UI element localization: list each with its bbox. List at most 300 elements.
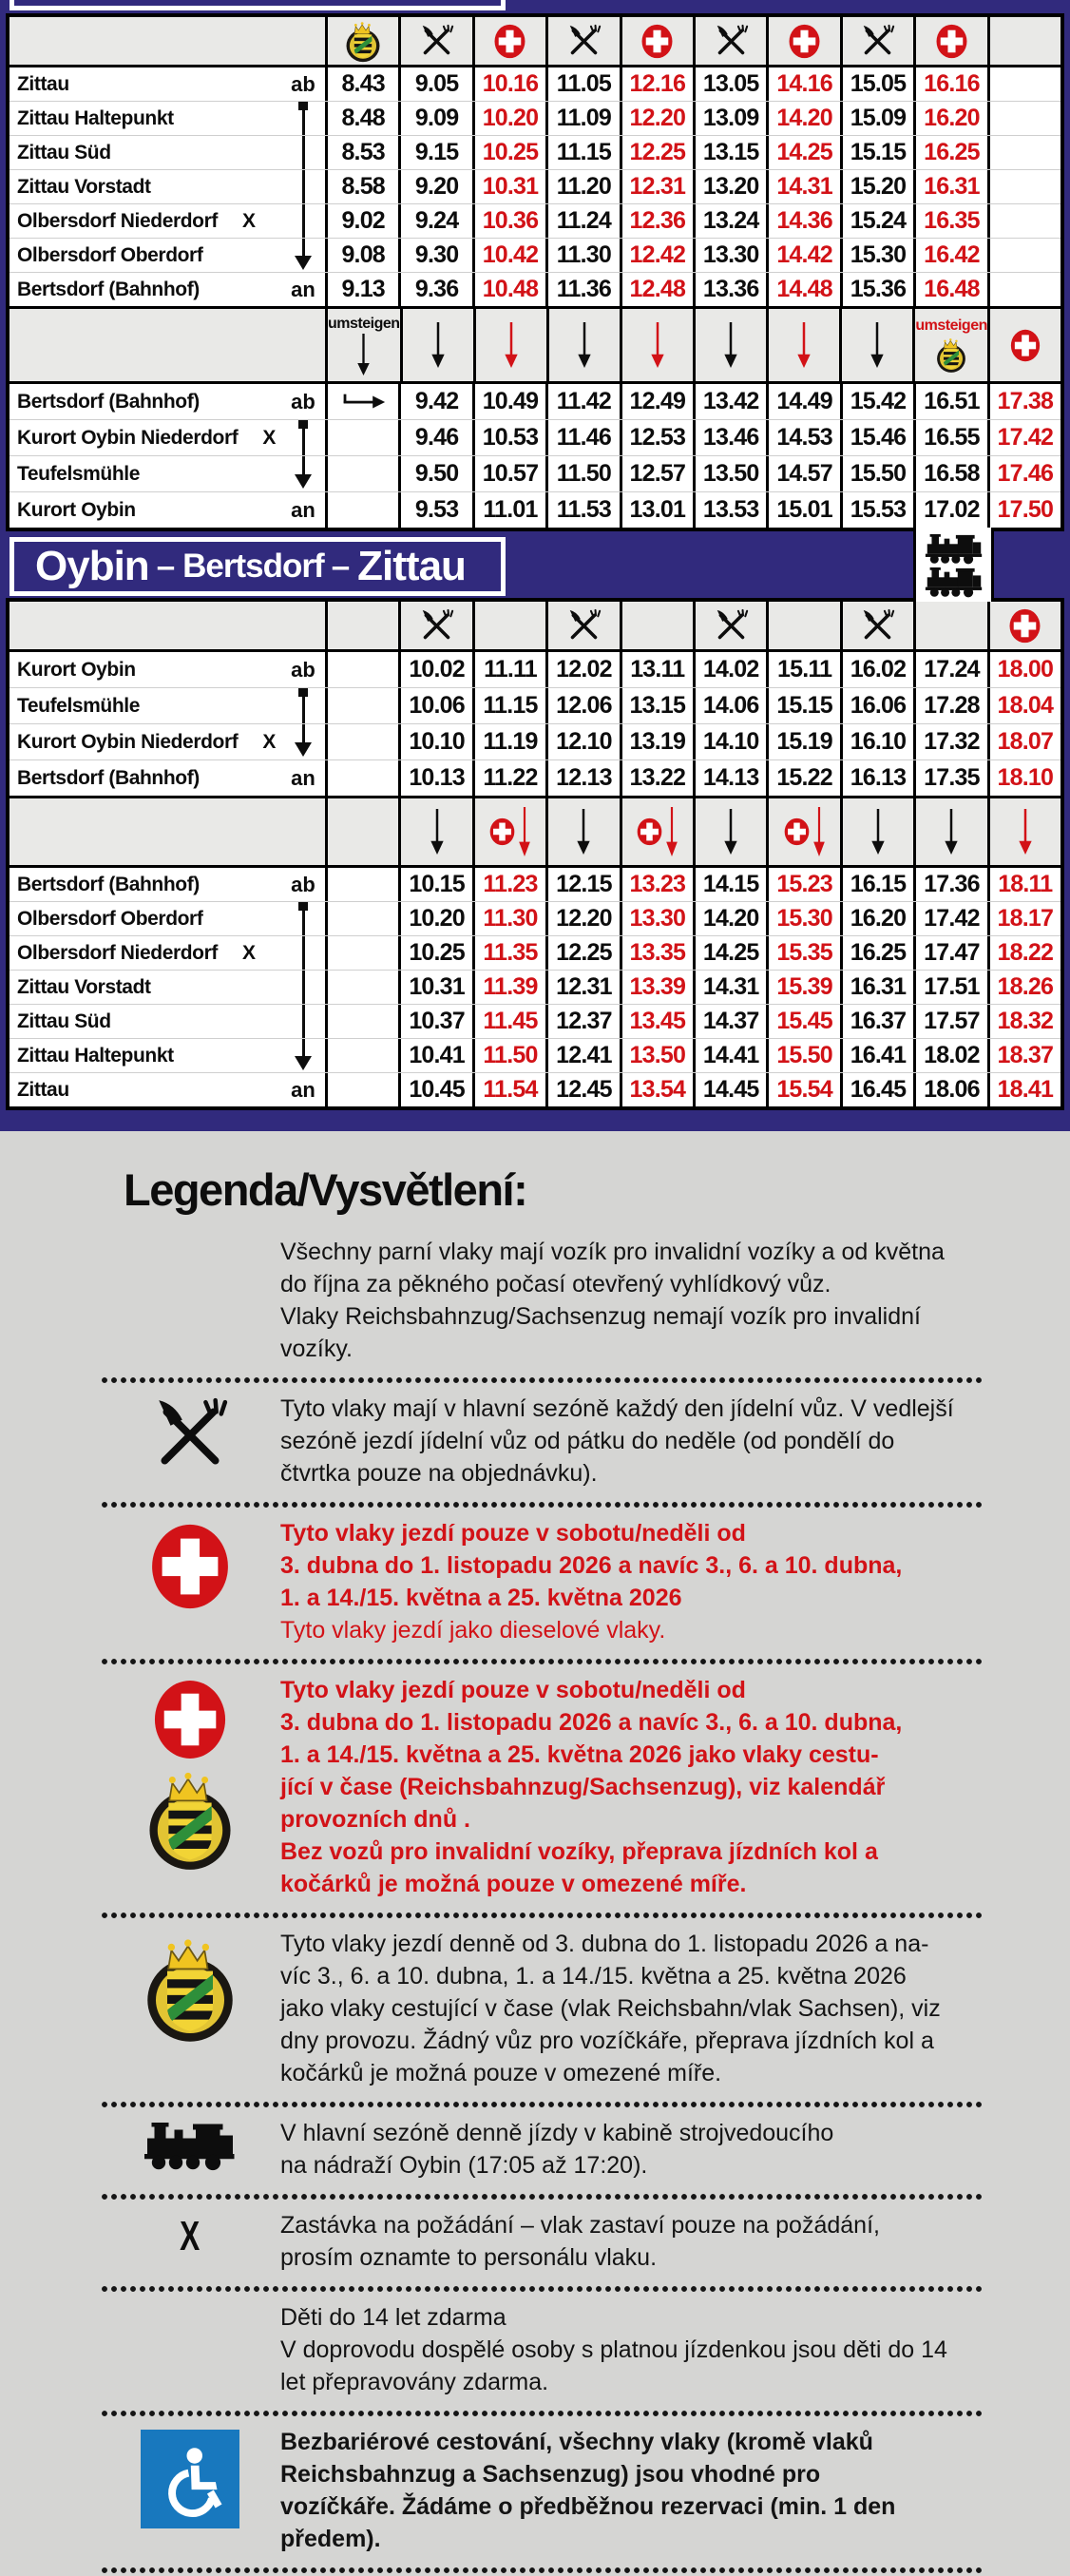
request-stop-marker: X bbox=[262, 427, 276, 450]
time-cell bbox=[398, 67, 471, 101]
time-cell bbox=[398, 384, 471, 419]
route-line-marker bbox=[281, 102, 325, 135]
header-icon-cell bbox=[472, 17, 545, 65]
departure-time: 12.06 bbox=[556, 692, 612, 720]
departure-time: 9.36 bbox=[415, 276, 458, 303]
time-cell bbox=[987, 868, 1060, 901]
transfer-cell bbox=[325, 798, 398, 865]
departure-time: 16.25 bbox=[924, 139, 980, 166]
time-cell bbox=[913, 67, 986, 101]
route-line-marker bbox=[281, 760, 325, 796]
departure-time: 9.53 bbox=[415, 496, 458, 524]
transfer-row-station-cell bbox=[10, 309, 325, 381]
transfer-cell bbox=[693, 309, 766, 381]
departure-time: 14.25 bbox=[703, 939, 759, 967]
header-icon-cell bbox=[766, 17, 839, 65]
departure-time: 10.31 bbox=[483, 173, 539, 201]
legend-text-line: Všechny parní vlaky mají vozík pro invalidní vozíky a od května bbox=[280, 1236, 1070, 1268]
departure-time: 16.16 bbox=[924, 70, 980, 98]
time-cell bbox=[398, 760, 471, 796]
departure-time: 16.55 bbox=[924, 424, 980, 452]
legend-text-line: 1. a 14./15. května a 25. května 2026 jako vlaky cestu- bbox=[280, 1739, 1070, 1771]
time-cell bbox=[766, 1005, 839, 1038]
time-cell bbox=[472, 1005, 545, 1038]
time-cell bbox=[472, 239, 545, 272]
departure-time: 18.06 bbox=[924, 1076, 980, 1104]
time-cell bbox=[545, 1005, 619, 1038]
transfer-row bbox=[10, 306, 1060, 381]
time-cell bbox=[472, 273, 545, 306]
departure-marker: ab bbox=[291, 873, 315, 897]
time-cell bbox=[913, 1039, 986, 1072]
departure-time: 11.39 bbox=[483, 973, 537, 1001]
route-line-start bbox=[298, 902, 308, 911]
time-cell bbox=[766, 102, 839, 135]
departure-time: 10.02 bbox=[409, 656, 465, 683]
departure-time: 10.53 bbox=[483, 424, 539, 452]
time-cell bbox=[987, 204, 1060, 238]
time-cell bbox=[987, 902, 1060, 935]
departure-time: 14.42 bbox=[776, 241, 832, 269]
departure-time: 13.19 bbox=[630, 728, 686, 756]
departure-time: 15.09 bbox=[850, 105, 907, 132]
route-line-marker bbox=[281, 1039, 325, 1072]
time-cell bbox=[987, 936, 1060, 970]
arrow-down-icon bbox=[870, 809, 886, 855]
station-row bbox=[10, 1038, 1060, 1072]
time-cell bbox=[325, 239, 398, 272]
station-row bbox=[10, 649, 1060, 687]
route-line bbox=[302, 1005, 305, 1038]
departure-time: 10.42 bbox=[483, 241, 539, 269]
route-line bbox=[302, 936, 305, 970]
departure-time: 15.50 bbox=[776, 1042, 832, 1069]
departure-time: 15.42 bbox=[850, 388, 907, 415]
departure-time: 16.10 bbox=[850, 728, 907, 756]
transfer-cell bbox=[766, 309, 839, 381]
station-name: Bertsdorf (Bahnhof) bbox=[17, 279, 200, 301]
station-name: Teufelsmühle bbox=[17, 695, 140, 718]
time-cell bbox=[398, 420, 471, 455]
departure-time: 12.31 bbox=[556, 973, 612, 1001]
time-cell bbox=[620, 902, 693, 935]
departure-time: 15.54 bbox=[776, 1076, 832, 1104]
time-cell bbox=[693, 384, 766, 419]
route-line-marker bbox=[281, 1073, 325, 1106]
route-title-separator: – bbox=[149, 548, 182, 586]
departure-time: 10.20 bbox=[483, 105, 539, 132]
time-cell bbox=[987, 1005, 1060, 1038]
departure-time: 14.53 bbox=[776, 424, 832, 452]
station-name: Olbersdorf Oberdorf bbox=[17, 908, 202, 931]
wheelchair-icon bbox=[141, 2430, 239, 2528]
top-banner bbox=[0, 0, 1070, 13]
time-cell bbox=[987, 67, 1060, 101]
departure-time: 11.19 bbox=[483, 728, 537, 756]
transfer-cell bbox=[839, 309, 912, 381]
time-cell bbox=[472, 868, 545, 901]
plus-arrow-group bbox=[637, 807, 678, 856]
departure-time: 8.43 bbox=[341, 70, 384, 98]
saxon-crest-icon bbox=[146, 1765, 234, 1872]
table-header-row bbox=[10, 602, 1060, 649]
departure-time: 10.16 bbox=[483, 70, 539, 98]
time-cell bbox=[693, 420, 766, 455]
route-line bbox=[302, 239, 305, 257]
station-name: Olbersdorf Niederdorf bbox=[17, 210, 218, 233]
dining-car-icon bbox=[566, 608, 602, 644]
holiday-train-plus-icon bbox=[640, 24, 674, 59]
station-cell bbox=[10, 1039, 325, 1072]
arrow-down-icon bbox=[356, 334, 371, 375]
time-cell bbox=[325, 971, 398, 1004]
time-cell bbox=[620, 420, 693, 455]
station-row bbox=[10, 723, 1060, 759]
station-cell bbox=[10, 1073, 325, 1106]
departure-time: 13.45 bbox=[630, 1008, 686, 1035]
departure-time: 11.42 bbox=[557, 388, 611, 415]
departure-time: 9.13 bbox=[341, 276, 384, 303]
time-cell bbox=[766, 1073, 839, 1106]
arrow-down-icon bbox=[812, 807, 826, 856]
transfer-row-station-cell bbox=[10, 798, 325, 865]
time-cell bbox=[325, 868, 398, 901]
mid-banner bbox=[0, 531, 1070, 598]
departure-time: 13.30 bbox=[630, 905, 686, 932]
time-cell bbox=[913, 688, 986, 723]
time-cell bbox=[693, 688, 766, 723]
route-line-marker bbox=[281, 136, 325, 169]
station-cell bbox=[10, 760, 325, 796]
station-cell bbox=[10, 67, 325, 101]
time-cell bbox=[987, 456, 1060, 491]
departure-time: 13.22 bbox=[630, 764, 686, 792]
time-cell bbox=[766, 971, 839, 1004]
departure-time: 17.42 bbox=[924, 905, 980, 932]
arrival-marker: an bbox=[291, 766, 315, 791]
departure-time: 10.49 bbox=[483, 388, 539, 415]
time-cell bbox=[987, 492, 1060, 528]
departure-time: 13.01 bbox=[630, 496, 686, 524]
station-cell bbox=[10, 420, 325, 455]
departure-time: 8.53 bbox=[341, 139, 384, 166]
legend-heading: Legenda/Vysvětlení: bbox=[124, 1163, 1070, 1216]
time-cell bbox=[913, 136, 986, 169]
departure-time: 11.30 bbox=[557, 241, 611, 269]
holiday-train-plus-icon bbox=[1008, 608, 1041, 644]
request-stop-marker: X bbox=[242, 942, 256, 965]
time-cell bbox=[545, 1039, 619, 1072]
departure-time: 16.13 bbox=[850, 764, 907, 792]
time-cell bbox=[472, 1039, 545, 1072]
time-cell bbox=[545, 102, 619, 135]
time-cell bbox=[472, 102, 545, 135]
time-cell bbox=[545, 384, 619, 419]
departure-time: 11.20 bbox=[557, 173, 611, 201]
time-cell bbox=[472, 420, 545, 455]
departure-time: 18.07 bbox=[998, 728, 1054, 756]
departure-time: 14.45 bbox=[703, 1076, 759, 1104]
time-cell bbox=[472, 1073, 545, 1106]
departure-time: 8.48 bbox=[341, 105, 384, 132]
departure-time: 17.42 bbox=[998, 424, 1054, 452]
station-row bbox=[10, 135, 1060, 169]
station-name: Kurort Oybin bbox=[17, 659, 136, 682]
time-cell bbox=[325, 204, 398, 238]
time-cell bbox=[325, 1039, 398, 1072]
legend-icon-column bbox=[100, 2426, 280, 2555]
station-cell bbox=[10, 384, 325, 419]
legend-text-line: V doprovodu dospělé osoby s platnou jízdenkou jsou děti do 14 bbox=[280, 2334, 1070, 2366]
time-cell bbox=[545, 136, 619, 169]
departure-time: 16.02 bbox=[850, 656, 907, 683]
time-cell bbox=[693, 1039, 766, 1072]
departure-time: 17.24 bbox=[924, 656, 980, 683]
station-name: Zittau Süd bbox=[17, 142, 111, 164]
departure-time: 18.11 bbox=[998, 871, 1052, 898]
departure-time: 15.36 bbox=[850, 276, 907, 303]
station-cell bbox=[10, 868, 325, 901]
departure-time: 11.54 bbox=[483, 1076, 537, 1104]
departure-time: 18.41 bbox=[998, 1076, 1054, 1104]
time-cell bbox=[620, 239, 693, 272]
departure-marker: ab bbox=[291, 72, 315, 97]
departure-time: 15.20 bbox=[850, 173, 907, 201]
departure-time: 12.20 bbox=[630, 105, 686, 132]
time-cell bbox=[840, 936, 913, 970]
departure-time: 13.15 bbox=[703, 139, 759, 166]
departure-time: 12.13 bbox=[556, 764, 612, 792]
legend-text-line: víc 3., 6. a 10. dubna, 1. a 14./15. května a 25. května 2026 bbox=[280, 1960, 1070, 1992]
departure-time: 18.26 bbox=[998, 973, 1054, 1001]
time-cell bbox=[325, 1073, 398, 1106]
departure-time: 11.24 bbox=[557, 207, 611, 235]
departure-time: 15.39 bbox=[776, 973, 832, 1001]
time-cell bbox=[545, 652, 619, 687]
departure-time: 13.54 bbox=[630, 1076, 686, 1104]
station-cell bbox=[10, 936, 325, 970]
departure-time: 10.13 bbox=[409, 764, 465, 792]
departure-time: 15.23 bbox=[776, 871, 832, 898]
route-line-arrowhead bbox=[295, 474, 312, 489]
dotted-separator bbox=[100, 1912, 984, 1919]
station-row bbox=[10, 865, 1060, 901]
saxon-crest-icon bbox=[936, 336, 966, 374]
station-row bbox=[10, 381, 1060, 419]
time-cell bbox=[840, 136, 913, 169]
departure-time: 11.53 bbox=[557, 496, 611, 524]
time-cell bbox=[545, 868, 619, 901]
departure-time: 15.05 bbox=[850, 70, 907, 98]
legend-text-line: kočárků je možná pouze v omezené míře. bbox=[280, 2057, 1070, 2089]
legend-text-line: 3. dubna do 1. listopadu 2026 a navíc 3., 6. a 10. dubna, bbox=[280, 1549, 1070, 1582]
departure-time: 14.02 bbox=[703, 656, 759, 683]
route-title-oybin-zittau bbox=[10, 537, 506, 596]
time-cell bbox=[766, 688, 839, 723]
legend-text-line: Bez vozů pro invalidní vozíky, přeprava jízdních kol a bbox=[280, 1836, 1070, 1868]
time-cell bbox=[840, 902, 913, 935]
departure-time: 16.58 bbox=[924, 460, 980, 488]
time-cell bbox=[766, 652, 839, 687]
time-cell bbox=[325, 456, 398, 491]
time-cell bbox=[913, 936, 986, 970]
transfer-cell bbox=[620, 798, 693, 865]
time-cell bbox=[693, 67, 766, 101]
time-cell bbox=[987, 384, 1060, 419]
legend-text-line: vozíky. bbox=[280, 1333, 1070, 1365]
legend-item bbox=[100, 1667, 1070, 1907]
time-cell bbox=[398, 688, 471, 723]
time-cell bbox=[325, 652, 398, 687]
time-cell bbox=[398, 204, 471, 238]
departure-time: 9.05 bbox=[415, 70, 458, 98]
station-name: Zittau Süd bbox=[17, 1010, 111, 1033]
station-row bbox=[10, 455, 1060, 491]
time-cell bbox=[620, 760, 693, 796]
arrow-down-icon bbox=[665, 807, 678, 856]
departure-time: 13.50 bbox=[703, 460, 759, 488]
time-cell bbox=[693, 902, 766, 935]
departure-time: 18.17 bbox=[998, 905, 1054, 932]
time-cell bbox=[913, 760, 986, 796]
legend-text bbox=[280, 1517, 1070, 1646]
departure-time: 15.19 bbox=[776, 728, 832, 756]
station-cell bbox=[10, 170, 325, 203]
time-cell bbox=[620, 492, 693, 528]
time-cell bbox=[545, 420, 619, 455]
station-row bbox=[10, 1072, 1060, 1106]
station-row bbox=[10, 238, 1060, 272]
route-line-marker bbox=[281, 868, 325, 901]
time-cell bbox=[840, 688, 913, 723]
time-cell bbox=[987, 136, 1060, 169]
time-cell bbox=[398, 273, 471, 306]
departure-time: 12.20 bbox=[556, 905, 612, 932]
departure-time: 11.50 bbox=[483, 1042, 537, 1069]
time-cell bbox=[325, 936, 398, 970]
legend-item bbox=[100, 1386, 1070, 1496]
time-cell bbox=[545, 688, 619, 723]
legend-icon-column bbox=[100, 2209, 280, 2274]
departure-time: 16.35 bbox=[924, 207, 980, 235]
time-cell bbox=[472, 688, 545, 723]
legend-text-line: jako vlaky cestující v čase (vlak Reichsbahn/vlak Sachsen), viz bbox=[280, 1992, 1070, 2025]
time-cell bbox=[472, 971, 545, 1004]
legend-text-line: předem). bbox=[280, 2523, 1070, 2555]
time-cell bbox=[693, 273, 766, 306]
station-cell bbox=[10, 492, 325, 528]
time-cell bbox=[545, 760, 619, 796]
departure-time: 17.51 bbox=[924, 973, 980, 1001]
station-name: Zittau Vorstadt bbox=[17, 976, 151, 999]
time-cell bbox=[472, 204, 545, 238]
legend-icon-column bbox=[100, 2301, 280, 2398]
time-cell bbox=[913, 971, 986, 1004]
transfer-cell bbox=[840, 798, 913, 865]
transfer-cell bbox=[545, 798, 619, 865]
route-line-arrowhead bbox=[295, 1056, 312, 1070]
route-title-part: Oybin bbox=[35, 543, 149, 590]
route-line-marker bbox=[281, 67, 325, 101]
time-cell bbox=[472, 724, 545, 759]
time-cell bbox=[766, 67, 839, 101]
route-line-start bbox=[298, 420, 308, 429]
time-cell bbox=[472, 492, 545, 528]
departure-time: 11.15 bbox=[557, 139, 611, 166]
route-line-marker bbox=[281, 724, 325, 759]
saxon-crest-icon bbox=[345, 19, 381, 63]
time-cell bbox=[840, 652, 913, 687]
departure-time: 11.05 bbox=[557, 70, 611, 98]
time-cell bbox=[766, 170, 839, 203]
time-cell bbox=[472, 67, 545, 101]
time-cell bbox=[398, 492, 471, 528]
time-cell bbox=[693, 724, 766, 759]
time-cell bbox=[472, 902, 545, 935]
arrow-down-icon bbox=[723, 809, 738, 855]
legend-text-line: Vlaky Reichsbahnzug/Sachsenzug nemají vozík pro invalidní bbox=[280, 1300, 1070, 1333]
time-cell bbox=[766, 936, 839, 970]
legend-text-line: prosím oznamte to personálu vlaku. bbox=[280, 2241, 1070, 2274]
steam-locomotive-icon bbox=[925, 533, 984, 564]
time-cell bbox=[913, 902, 986, 935]
time-cell bbox=[398, 456, 471, 491]
transfer-cell bbox=[472, 798, 545, 865]
time-cell bbox=[398, 868, 471, 901]
time-cell bbox=[766, 384, 839, 419]
legend-item bbox=[100, 1229, 1070, 1372]
transfer-cell bbox=[987, 798, 1060, 865]
request-stop-marker: X bbox=[242, 210, 256, 233]
time-cell bbox=[987, 170, 1060, 203]
time-cell bbox=[913, 170, 986, 203]
station-row bbox=[10, 491, 1060, 528]
station-name: Kurort Oybin Niederdorf bbox=[17, 427, 238, 450]
time-cell bbox=[840, 204, 913, 238]
legend-text bbox=[280, 1674, 1070, 1900]
station-name: Zittau Haltepunkt bbox=[17, 1045, 174, 1067]
header-icon-cell bbox=[987, 602, 1060, 649]
departure-time: 10.36 bbox=[483, 207, 539, 235]
time-cell bbox=[620, 67, 693, 101]
legend-item bbox=[100, 1510, 1070, 1653]
departure-time: 12.31 bbox=[630, 173, 686, 201]
dotted-separator bbox=[100, 2285, 984, 2293]
legend-text-line: sezóně jezdí jídelní vůz od pátku do neděle (od pondělí do bbox=[280, 1425, 1070, 1457]
time-cell bbox=[545, 273, 619, 306]
route-line-marker bbox=[281, 384, 325, 419]
departure-time: 10.15 bbox=[409, 871, 465, 898]
dotted-separator bbox=[100, 1376, 984, 1384]
time-cell bbox=[840, 456, 913, 491]
arrow-down-icon bbox=[430, 809, 445, 855]
legend-text bbox=[280, 2301, 1070, 2398]
station-row bbox=[10, 935, 1060, 970]
legend-text-line: čtvrtka pouze na objednávku). bbox=[280, 1457, 1070, 1490]
time-cell bbox=[472, 760, 545, 796]
departure-time: 16.06 bbox=[850, 692, 907, 720]
time-cell bbox=[693, 239, 766, 272]
transfer-cell bbox=[400, 309, 473, 381]
departure-time: 12.15 bbox=[556, 871, 612, 898]
time-cell bbox=[987, 688, 1060, 723]
departure-time: 16.37 bbox=[850, 1008, 907, 1035]
transfer-cell bbox=[473, 309, 546, 381]
departure-time: 9.46 bbox=[415, 424, 458, 452]
departure-time: 14.31 bbox=[776, 173, 832, 201]
departure-time: 16.42 bbox=[924, 241, 980, 269]
departure-time: 14.41 bbox=[703, 1042, 759, 1069]
